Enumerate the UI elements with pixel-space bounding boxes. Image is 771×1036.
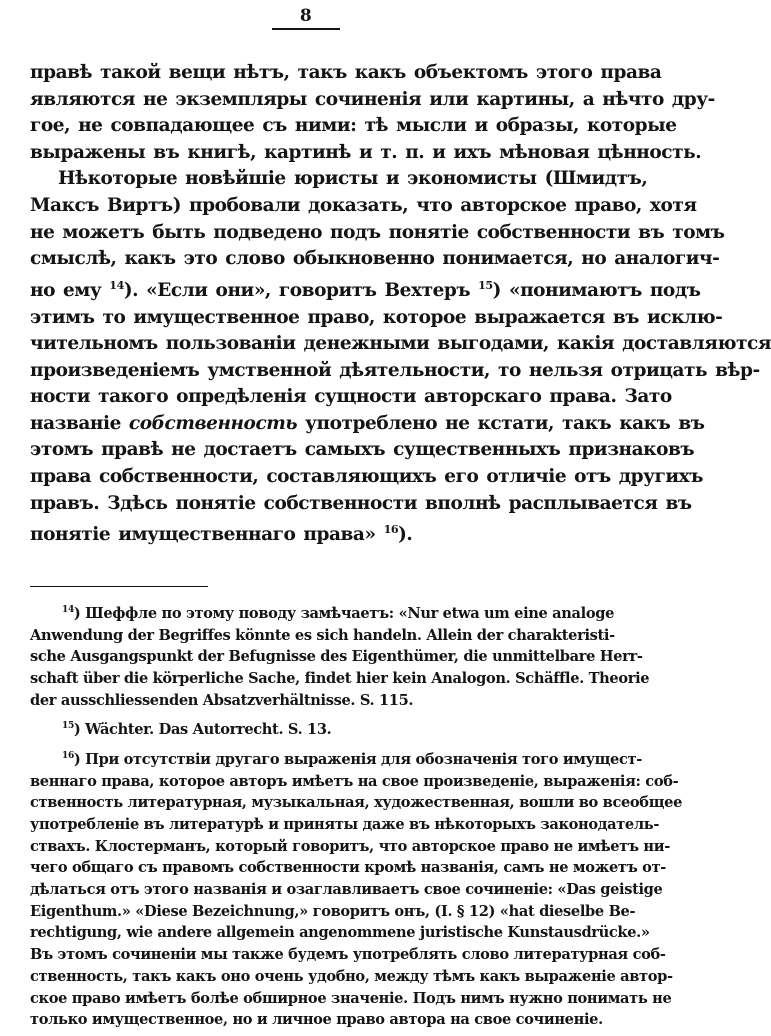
footnote-line: $^{15}$) Wächter. Das Autorrecht. S. 13. <box>62 721 332 739</box>
paragraph-start: Нѣкоторые новѣйшіе юристы и экономисты (Шмидтъ, <box>58 168 648 190</box>
footnote-15 <box>30 716 598 741</box>
text-line: являются не экземпляры сочиненія или картины, а нѣчто дру- <box>30 88 715 110</box>
footnote-14 <box>30 600 650 711</box>
footnote-line: ское право имѣетъ болѣе обширное значеніе. Подъ нимъ нужно понимать не <box>30 989 672 1007</box>
text-line: чительномъ пользованіи денежными выгодами, какія доставляются <box>30 333 771 355</box>
text-line: смыслѣ, какъ это слово обыкновенно понимается, но аналогич- <box>30 248 720 270</box>
text-line-with-italic: названіе собственность употреблено не кстати, такъ какъ въ <box>30 412 705 434</box>
text-line: этимъ то имущественное право, которое выражается въ исклю- <box>30 306 723 328</box>
footnote-line: чего общаго съ правомъ собственности кромѣ названія, самъ не можетъ от- <box>30 859 666 877</box>
footnote-line: употребленіе въ литературѣ и приняты даже въ нѣкоторыхъ законодатель- <box>30 815 660 833</box>
footnote-line: der ausschliessenden Absatzverhältnisse. S. 115. <box>30 691 414 709</box>
page-number: 8 <box>272 6 340 30</box>
footnote-line: $^{16}$) При отсутствіи другаго выраженія для обозначенія того имущест- <box>62 750 642 768</box>
text-line: правъ. Здѣсь понятіе собственности вполнѣ расплывается въ <box>30 492 692 514</box>
footnote-line: ственность литературная, музыкальная, художественная, вошли во всеобщее <box>30 794 683 812</box>
text-line: но ему $^{14}$). «Если они», говоритъ Вехтеръ $^{15}$) «понимаютъ подъ <box>30 278 701 301</box>
footnote-line: Eigenthum.» «Diese Bezeichnung,» говоритъ онъ, (I. § 12) «hat dieselbe Be- <box>30 902 636 920</box>
footnote-divider <box>30 586 208 587</box>
footnote-line: только имущественное, но и личное право автора на свое сочиненіе. <box>30 1011 603 1029</box>
footnote-16 <box>30 746 683 1031</box>
footnote-line: дѣлаться отъ этого названія и озаглавливаетъ свое сочиненіе: «Das geistige <box>30 881 663 899</box>
footnotes <box>30 600 683 1031</box>
footnote-line: ствахъ. Клостерманъ, который говоритъ, что авторское право не имѣетъ ни- <box>30 837 670 855</box>
page-header <box>0 6 612 30</box>
footnote-line: Въ этомъ сочиненіи мы также будемъ употреблять слово литературная соб- <box>30 946 666 964</box>
footnote-line: $^{14}$) Шеффле по этому поводу замѣчаетъ: «Nur etwa um eine analoge <box>62 604 615 622</box>
text-line: выражены въ книгѣ, картинѣ и т. п. и ихъ мѣновая цѣнность. <box>30 141 702 163</box>
footnote-line: schaft über die körperliche Sache, findet hier kein Analogon. Schäffle. Theorie <box>30 669 650 687</box>
text-line: не можетъ быть подведено подъ понятіе собственности въ томъ <box>30 221 725 243</box>
text-line: Максъ Виртъ) пробовали доказать, что авторское право, хотя <box>30 194 697 216</box>
text-line: понятіе имущественнаго права» $^{16}$). <box>30 523 413 546</box>
footnote-line: ственность, такъ какъ оно очень удобно, между тѣмъ какъ выраженіе автор- <box>30 967 673 985</box>
text-line: ности такого опредѣленія сущности авторскаго права. Зато <box>30 386 672 408</box>
text-line: произведеніемъ умственной дѣятельности, то нельзя отрицать вѣр- <box>30 359 760 381</box>
footnote-line: Anwendung der Begriffes könnte es sich handeln. Allein der charakteristi- <box>30 626 615 644</box>
footnote-line: sche Ausgangspunkt der Befugnisse des Eigenthümer, die unmittelbare Herr- <box>30 648 643 666</box>
text-line: этомъ правѣ не достаетъ самыхъ существенныхъ признаковъ <box>30 439 695 461</box>
main-text <box>30 60 771 549</box>
footnote-line: rechtigung, wie andere allgemein angenommene juristische Kunstausdrücke.» <box>30 924 650 942</box>
text-line: правѣ такой вещи нѣтъ, такъ какъ объектомъ этого права <box>30 62 662 83</box>
text-line: гое, не совпадающее съ ними: тѣ мысли и образы, которые <box>30 115 677 137</box>
footnote-line: веннаго права, которое авторъ имѣетъ на свое произведеніе, выраженія: соб- <box>30 772 679 790</box>
text-line: права собственности, составляющихъ его отличіе отъ другихъ <box>30 466 704 488</box>
